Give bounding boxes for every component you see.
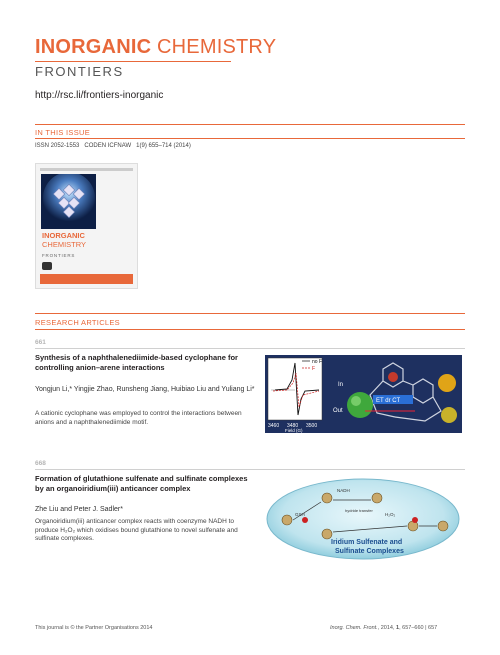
toc-graphic-cyclophane[interactable] — [265, 355, 462, 433]
caption-line2: Sulfinate Complexes — [335, 548, 404, 555]
label-hydride: hydride transfer — [345, 508, 373, 513]
label-in: In — [338, 382, 344, 388]
article-divider — [35, 348, 465, 349]
article-title[interactable]: Formation of glutathione sulfenate and sulfinate complexes by an organoiridium(iii) anticancer complex — [35, 474, 248, 493]
issn-line: ISSN 2052-1553 CODEN ICFNAW 1(9) 655–714 (2014) — [35, 143, 191, 149]
legend-f: F — [312, 366, 316, 372]
article-abstract: Organoiridium(iii) anticancer complex reacts with coenzyme NADH to produce H₂O₂ which oxidises bound glutathione to novel sulfenate and sulfinate complexes. — [35, 518, 238, 542]
label-et: ET dr CT — [376, 398, 401, 404]
cover-footer-bar — [40, 274, 133, 284]
axis-tick-3480: 3480 — [287, 423, 299, 429]
caption-line1: Iridium Sulfenate and — [331, 539, 403, 546]
axis-tick-3460: 3460 — [268, 423, 280, 429]
article-authors: Yongjun Li,* Yingjie Zhao, Runsheng Jiang, Huibiao Liu and Yuliang Li* — [35, 386, 255, 393]
legend-no-f: no F — [312, 359, 323, 365]
footer-copyright: This journal is © the Partner Organisations 2014 — [35, 625, 153, 631]
journal-subtitle: FRONTIERS — [35, 64, 124, 79]
toc-graphic-iridium[interactable] — [265, 476, 462, 561]
axis-tick-3500: 3500 — [306, 423, 318, 429]
footer-year: , 2014, — [377, 625, 397, 631]
footer-citation — [330, 625, 437, 631]
footer-pages: , 657–660 | 657 — [399, 625, 438, 631]
section-rule-issue — [35, 124, 465, 125]
footer-journal-abbrev: Inorg. Chem. Front. — [330, 625, 378, 631]
cover-subtitle: FRONTIERS — [42, 253, 76, 258]
journal-url[interactable]: http://rsc.li/frontiers-inorganic — [35, 90, 164, 101]
article-page-number: 668 — [35, 460, 46, 467]
article-abstract: A cationic cyclophane was employed to control the interactions between anions and a naphthalenediimide motif. — [35, 410, 242, 426]
rsc-logo-icon — [42, 262, 52, 270]
label-gsh: GSH — [295, 512, 305, 517]
cover-title — [42, 232, 86, 249]
journal-title — [35, 36, 276, 59]
cover-image[interactable] — [35, 163, 138, 289]
cover-artwork — [41, 174, 96, 229]
section-rule-issue-bottom — [35, 138, 465, 139]
article-page-number: 661 — [35, 339, 46, 346]
section-rule-research — [35, 313, 465, 314]
label-h2o2: H₂O₂ — [385, 512, 396, 517]
axis-label-field: Field (G) — [285, 428, 303, 433]
cover-title-line1: INORGANIC — [42, 231, 85, 240]
section-label-issue: IN THIS ISSUE — [35, 128, 91, 137]
label-out: Out — [333, 408, 343, 414]
journal-title-bold: INORGANIC — [35, 36, 152, 58]
journal-title-rest: CHEMISTRY — [151, 36, 277, 58]
section-label-research: RESEARCH ARTICLES — [35, 318, 120, 327]
cover-title-line2: CHEMISTRY — [42, 239, 87, 249]
footer-volume: 1 — [396, 625, 400, 631]
cover-header-bar — [40, 168, 133, 171]
article-title[interactable]: Synthesis of a naphthalenediimide-based cyclophane for controlling anion–arene interactions — [35, 353, 238, 372]
article-divider — [35, 469, 465, 470]
label-nadh: NADH — [337, 488, 350, 493]
title-rule — [35, 61, 231, 62]
article-authors: Zhe Liu and Peter J. Sadler* — [35, 506, 123, 513]
section-rule-research-bottom — [35, 329, 465, 330]
